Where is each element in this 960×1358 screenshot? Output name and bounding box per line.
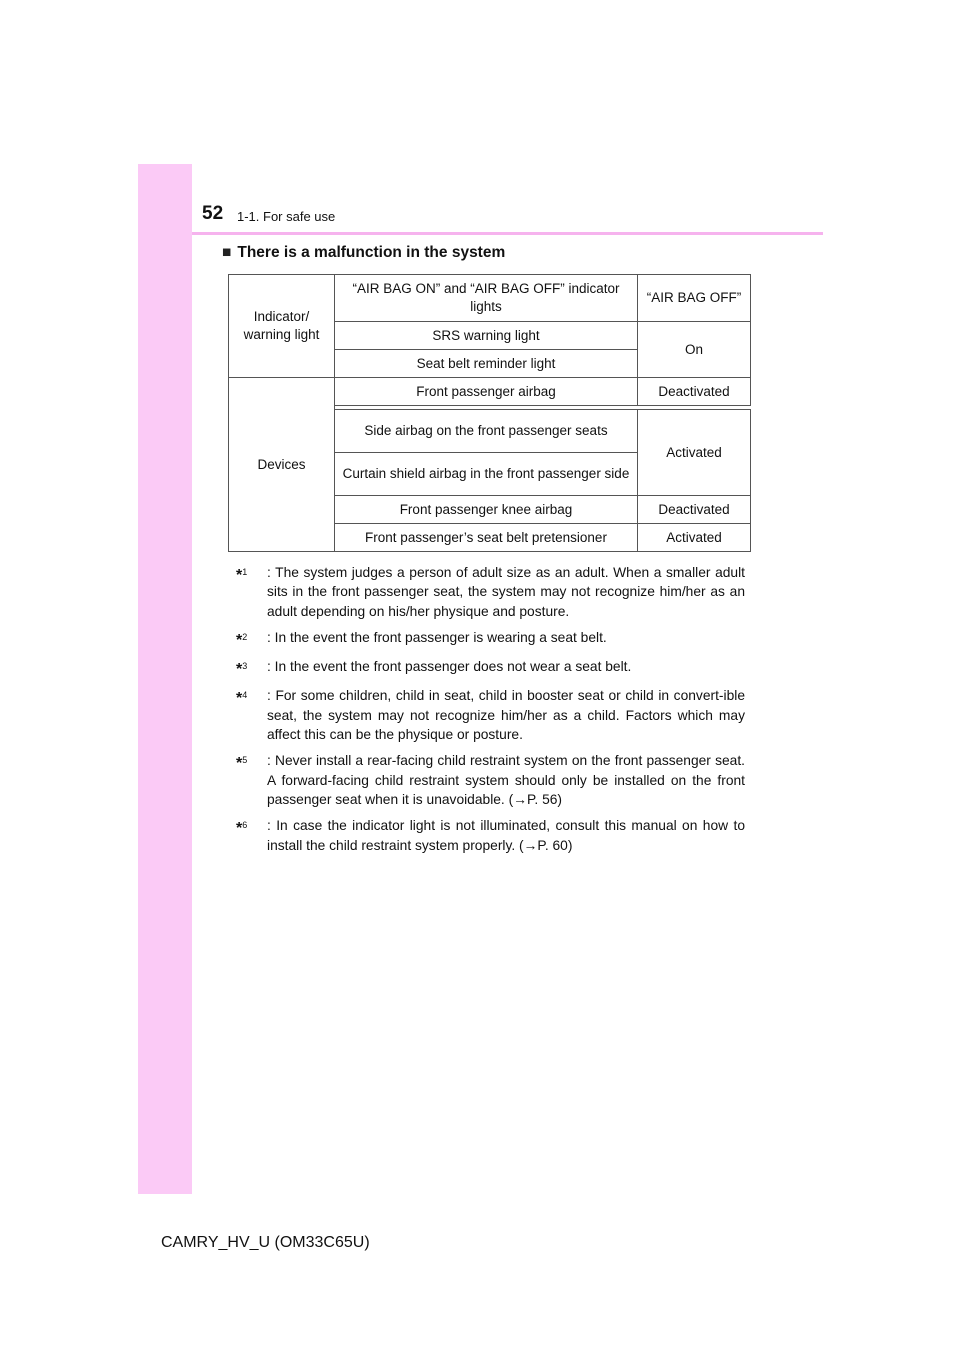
system-status-table — [228, 274, 751, 552]
section-title: 1-1. For safe use — [237, 209, 336, 224]
footnote-text: : In the event the front passenger does not wear a seat belt. — [267, 659, 632, 675]
table-cell: Front passenger airbag — [335, 378, 638, 406]
table-cell: Activated — [638, 410, 751, 496]
footnote-marker: *$^1$ — [236, 567, 248, 584]
square-bullet-icon: ■ — [222, 244, 232, 261]
subheading — [222, 244, 505, 262]
footnote-text: : For some children, child in seat, child in booster seat or child in convert-ible seat, the system may not recognize him/her as a child. Factors which may affect this can be the physique or posture. — [267, 688, 745, 743]
document-code: CAMRY_HV_U (OM33C65U) — [161, 1234, 370, 1251]
table-cell: Front passenger’s seat belt pretensioner — [335, 524, 638, 552]
footnote-marker: *$^2$ — [236, 631, 248, 649]
table-cell: “AIR BAG OFF” — [638, 275, 751, 322]
footnote-text: : Never install a rear-facing child restraint system on the front passenger seat. A forward-facing child restraint system should only be installed on the front passenger seat when it is unavoidable. (→P. 56) — [267, 753, 745, 807]
footnote-marker: *$^4$ — [236, 690, 248, 708]
footnote — [236, 628, 745, 650]
footnote — [236, 563, 745, 621]
footnote-marker: *$^6$ — [236, 820, 248, 838]
table-cell: Side airbag on the front passenger seats — [335, 410, 638, 453]
table-cell: Deactivated — [638, 496, 751, 524]
table-cell: Deactivated — [638, 378, 751, 406]
footnote — [236, 686, 745, 744]
indicator-label-cell: Indicator/ warning light — [229, 275, 335, 378]
table-cell: Front passenger knee airbag — [335, 496, 638, 524]
table-cell: Activated — [638, 524, 751, 552]
footnote-text: : In case the indicator light is not illuminated, consult this manual on how to install the child restraint system properly. (→P. 60) — [267, 818, 745, 853]
footnote-marker: *$^3$ — [236, 661, 248, 679]
footnote-text: : The system judges a person of adult size as an adult. When a smaller adult sits in the front passenger seat, the system may not recognize him/her as an adult depending on his/her physique and posture. — [267, 565, 745, 619]
devices-label-cell: Devices — [229, 378, 335, 552]
table-cell: Seat belt reminder light — [335, 350, 638, 378]
table-cell: SRS warning light — [335, 322, 638, 350]
footnote — [236, 751, 745, 809]
footnote-marker: *$^5$ — [236, 755, 248, 773]
side-tab-band — [138, 164, 192, 1194]
header-divider — [192, 232, 823, 235]
footnote-text: : In the event the front passenger is wearing a seat belt. — [267, 629, 607, 645]
page-number: 52 — [202, 203, 224, 224]
footnote — [236, 816, 745, 855]
table-cell: “AIR BAG ON” and “AIR BAG OFF” indicator lights — [335, 275, 638, 322]
subheading-text: There is a malfunction in the system — [237, 244, 506, 261]
footnotes — [236, 563, 745, 862]
footnote — [236, 657, 745, 679]
table-cell: On — [638, 322, 751, 378]
table-cell: Curtain shield airbag in the front passenger side — [335, 453, 638, 496]
